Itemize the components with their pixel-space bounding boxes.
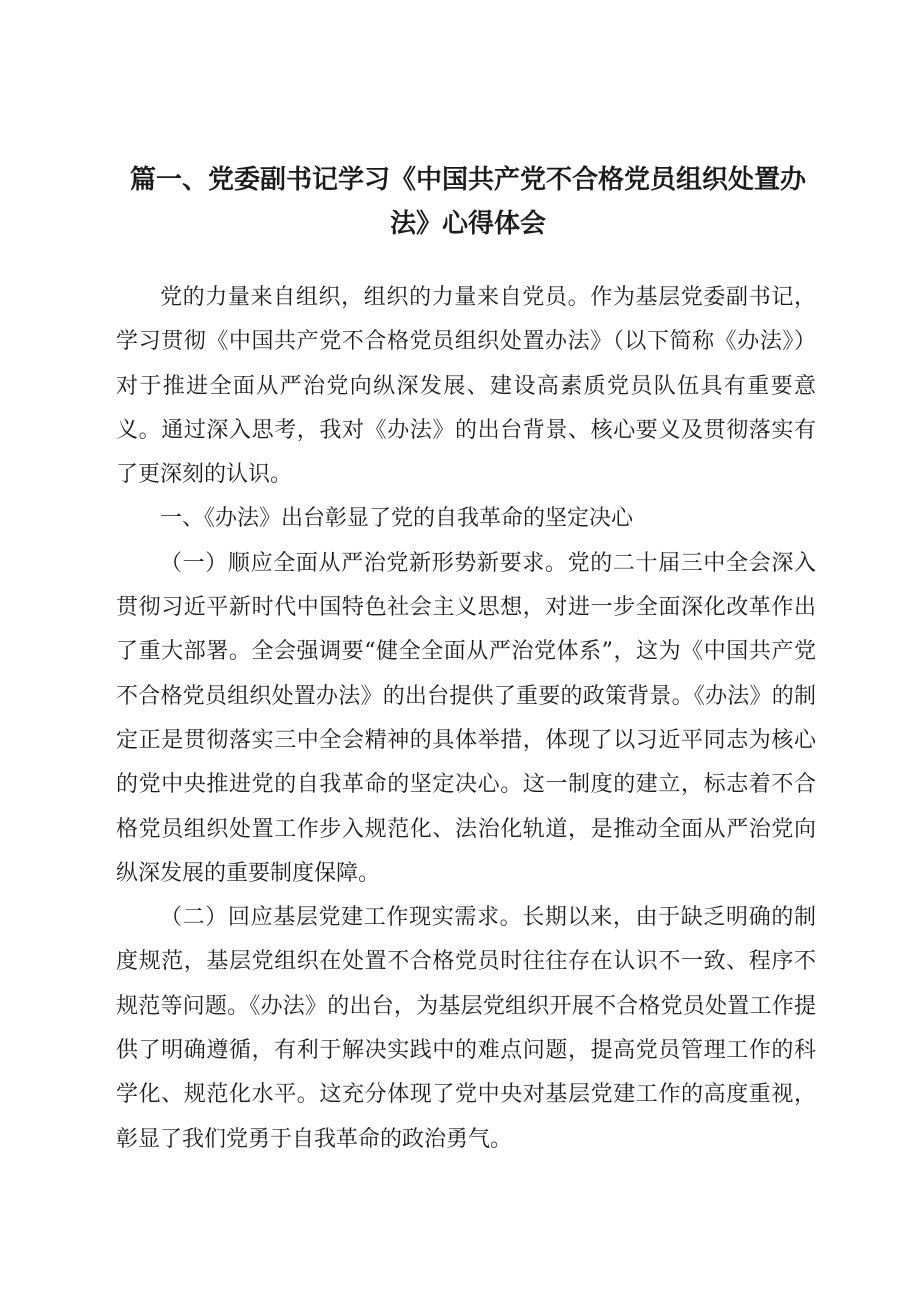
- document-title: 篇一、党委副书记学习《中国共产党不合格党员组织处置办法》心得体会: [129, 165, 806, 239]
- body-paragraph-1: （一）顺应全面从严治党新形势新要求。党的二十届三中全会深入贯彻习近平新时代中国特色社会主义思想，对进一步全面深化改革作出了重大部署。全会强调要“健全全面从严治党体系”，这为《中国共产党不合格党员组织处置办法》的出台提供了重要的政策背景。《办法》的制定正是贯彻落实三中全会精神的具体举措，体现了以习近平同志为核心的党中央推进党的自我革命的坚定决心。这一制度的建立，标志着不合格党员组织处置工作步入规范化、法治化轨道，是推动全面从严治党向纵深发展的重要制度保障。: [116, 550, 816, 886]
- intro-paragraph: 党的力量来自组织，组织的力量来自党员。作为基层党委副书记，学习贯彻《中国共产党不合格党员组织处置办法》（以下简称《办法》）对于推进全面从严治党向纵深发展、建设高素质党员队伍具有重要意义。通过深入思考，我对《办法》的出台背景、核心要义及贯彻落实有了更深刻的认识。: [116, 285, 816, 488]
- document-body: [116, 276, 816, 1162]
- body-paragraph-2: （二）回应基层党建工作现实需求。长期以来，由于缺乏明确的制度规范，基层党组织在处置不合格党员时往往存在认识不一致、程序不规范等问题。《办法》的出台，为基层党组织开展不合格党员处置工作提供了明确遵循，有利于解决实践中的难点问题，提高党员管理工作的科学化、规范化水平。这充分体现了党中央对基层党建工作的高度重视，彰显了我们党勇于自我革命的政治勇气。: [116, 905, 816, 1152]
- section-heading: 一、《办法》出台彰显了党的自我革命的坚定决心: [160, 506, 634, 532]
